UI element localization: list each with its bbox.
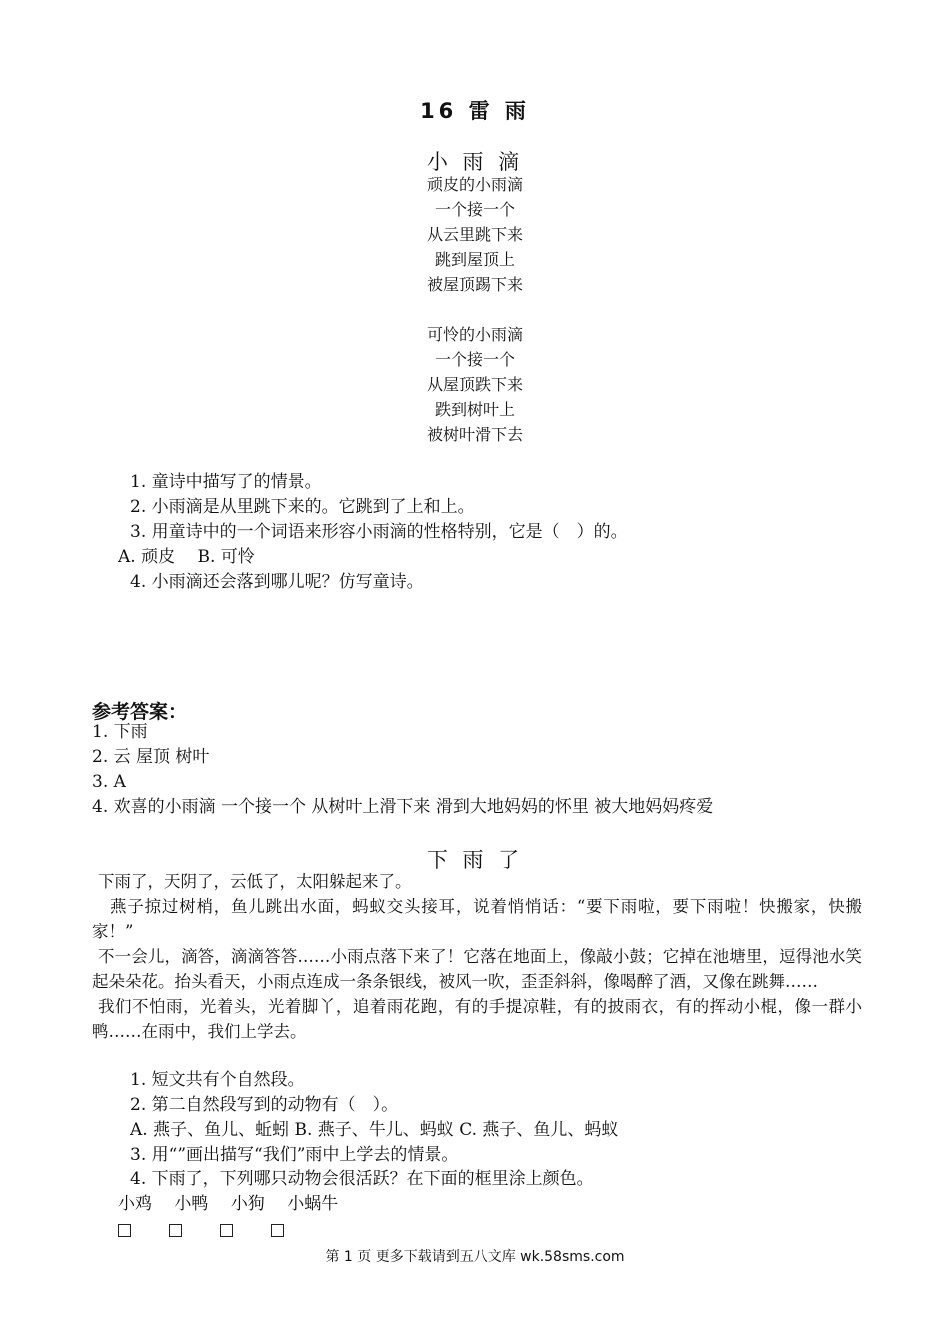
- poem-title: 小 雨 滴: [426, 150, 524, 174]
- poem-question-4: 4. 小雨滴还会落到哪儿呢？仿写童诗。: [130, 572, 424, 592]
- story-question-3: 3. 用“”画出描写“我们”雨中上学去的情景。: [130, 1145, 459, 1165]
- story-body: [92, 869, 862, 1044]
- stanza-gap: [0, 297, 950, 322]
- lesson-title: 16 雷 雨: [420, 99, 530, 123]
- story-paragraph-2: 燕子掠过树梢，鱼儿跳出水面，蚂蚁交头接耳，说着悄悄话：“要下雨啦，要下雨啦！快搬家，快搬家！”: [92, 897, 862, 941]
- answer-2: 2. 云 屋顶 树叶: [92, 747, 210, 767]
- poem-line: 被屋顶踢下来: [426, 275, 523, 294]
- poem-question-2: 2. 小雨滴是从里跳下来的。它跳到了上和上。: [130, 497, 475, 517]
- poem-line: 跌到树叶上: [434, 400, 515, 419]
- checkbox-duckling[interactable]: [169, 1224, 182, 1237]
- checkbox-chick[interactable]: [118, 1224, 131, 1237]
- animal-puppy: 小狗: [230, 1194, 265, 1214]
- checkbox-snail[interactable]: [271, 1224, 284, 1237]
- story-title: 下 雨 了: [426, 848, 524, 872]
- poem-line: 从屋顶跌下来: [426, 375, 523, 394]
- animal-options: [118, 1192, 338, 1216]
- poem-line: 一个接一个: [434, 200, 515, 219]
- story-paragraph-1: 下雨了，天阴了，云低了，太阳躲起来了。: [98, 872, 412, 891]
- animal-chick: 小鸡: [118, 1194, 152, 1214]
- animal-snail: 小蜗牛: [287, 1194, 339, 1214]
- animal-duckling: 小鸭: [174, 1194, 209, 1214]
- poem-line: 可怜的小雨滴: [426, 325, 523, 344]
- story-question-2-options: A. 燕子、鱼儿、蚯蚓 B. 燕子、牛儿、蚂蚁 C. 燕子、鱼儿、蚂蚁: [130, 1120, 619, 1140]
- answer-3: 3. A: [92, 772, 126, 792]
- answer-boxes: [118, 1220, 322, 1239]
- poem-line: 从云里跳下来: [426, 225, 523, 244]
- poem-line: 顽皮的小雨滴: [426, 175, 523, 194]
- poem-question-3-options: A. 顽皮 B. 可怜: [118, 547, 255, 567]
- poem-line: 被树叶滑下去: [426, 425, 523, 444]
- story-question-1: 1. 短文共有个自然段。: [130, 1070, 305, 1090]
- answer-heading: 参考答案：: [92, 701, 188, 723]
- story-paragraph-4: 我们不怕雨，光着头，光着脚丫，追着雨花跑，有的手提凉鞋，有的披雨衣，有的挥动小棍，像一群小鸭……在雨中，我们上学去。: [92, 997, 862, 1041]
- story-question-2: 2. 第二自然段写到的动物有（ ）。: [130, 1095, 399, 1115]
- checkbox-puppy[interactable]: [220, 1224, 233, 1237]
- poem-line: 跳到屋顶上: [434, 250, 515, 269]
- story-question-4: 4. 下雨了，下列哪只动物会很活跃？在下面的框里涂上颜色。: [130, 1169, 594, 1189]
- poem-body: [0, 172, 950, 447]
- poem-line: 一个接一个: [434, 350, 515, 369]
- page-footer: 第 1 页 更多下载请到五八文库 wk.58sms.com: [325, 1249, 625, 1265]
- poem-question-3: 3. 用童诗中的一个词语来形容小雨滴的性格特别，它是（ ）的。: [130, 522, 628, 542]
- answer-1: 1. 下雨: [92, 722, 148, 742]
- poem-question-1: 1. 童诗中描写了的情景。: [130, 472, 322, 492]
- story-paragraph-3: 不一会儿，滴答，滴滴答答……小雨点落下来了！它落在地面上，像敲小鼓；它掉在池塘里，逗得池水笑起朵朵花。抬头看天，小雨点连成一条条银线，被风一吹，歪歪斜斜，像喝醉了酒，又像在跳舞……: [92, 947, 862, 991]
- answer-4: 4. 欢喜的小雨滴 一个接一个 从树叶上滑下来 滑到大地妈妈的怀里 被大地妈妈疼爱: [92, 797, 714, 817]
